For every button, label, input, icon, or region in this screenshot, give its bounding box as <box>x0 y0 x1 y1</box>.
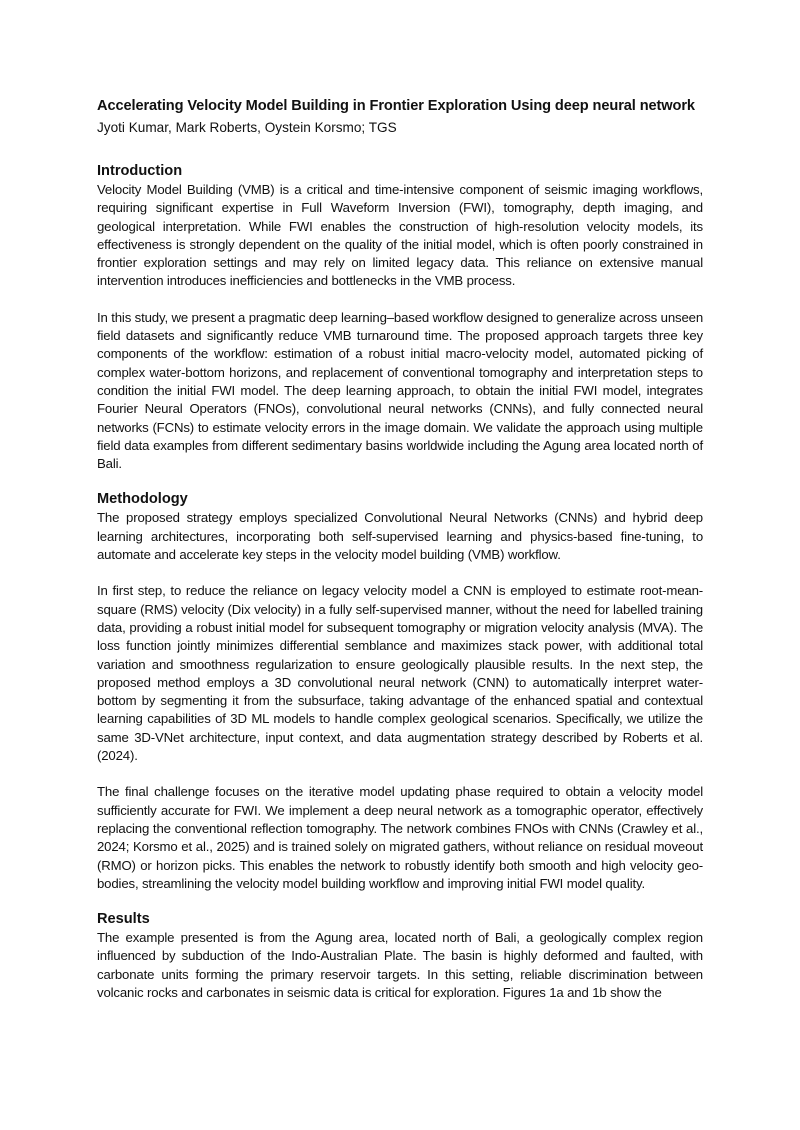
introduction-paragraph-2: In this study, we present a pragmatic deep learning–based workflow designed to generalize across unseen field datasets and significantly reduce VMB turnaround time. The proposed approach targets three key components of the workflow: estimation of a robust initial macro-velocity model, automated picking of complex water-bottom horizons, and replacement of conventional tomography and interpretation steps to condition the initial FWI model. The deep learning approach, to obtain the initial FWI model, integrates Fourier Neural Operators (FNOs), convolutional neural networks (CNNs), and fully connected neural networks (FCNs) to estimate velocity errors in the image domain. We validate the approach using multiple field data examples from different sedimentary basins worldwide including the Agung area located north of Bali. <box>97 309 703 472</box>
paper-title: Accelerating Velocity Model Building in Frontier Exploration Using deep neural network <box>97 98 695 114</box>
methodology-heading: Methodology <box>97 491 188 508</box>
introduction-section <box>97 161 703 473</box>
author-line: Jyoti Kumar, Mark Roberts, Oystein Korsmo; TGS <box>97 120 397 135</box>
methodology-section <box>97 489 703 893</box>
introduction-paragraph-1: Velocity Model Building (VMB) is a critical and time-intensive component of seismic imaging workflows, requiring significant expertise in Full Waveform Inversion (FWI), tomography, depth imaging, and geological interpretation. While FWI enables the construction of high-resolution velocity models, its effectiveness is strongly dependent on the quality of the initial model, which is often poorly constrained in frontier exploration settings and may rely on limited legacy data. This reliance on extensive manual intervention introduces inefficiencies and bottlenecks in the VMB process. <box>97 182 703 289</box>
methodology-paragraph-3: The final challenge focuses on the iterative model updating phase required to obtain a velocity model sufficiently accurate for FWI. We implement a deep neural network as a tomographic operator, effectively replacing the conventional reflection tomography. The network combines FNOs with CNNs (Crawley et al., 2024; Korsmo et al., 2025) and is trained solely on migrated gathers, without reliance on residual moveout (RMO) or horizon picks. This enables the network to robustly identify both smooth and high velocity geo-bodies, streamlining the velocity model building workflow and improving initial FWI model quality. <box>97 784 703 891</box>
results-heading: Results <box>97 911 150 928</box>
methodology-paragraph-1: The proposed strategy employs specialized Convolutional Neural Networks (CNNs) and hybrid deep learning architectures, incorporating both self-supervised learning and physics-based fine-tuning, to automate and accelerate key steps in the velocity model building (VMB) workflow. <box>97 510 703 563</box>
paper-page <box>97 96 703 1002</box>
methodology-paragraph-2: In first step, to reduce the reliance on legacy velocity model a CNN is employed to estimate root-mean-square (RMS) velocity (Dix velocity) in a fully self-supervised manner, without the need for labelled training data, providing a robust initial model for subsequent tomography or migration velocity analysis (MVA). The loss function jointly minimizes differential semblance and maximizes stack power, with additional total variation and smoothness regularization to ensure geologically plausible results. In the next step, the proposed method employs a 3D convolutional neural network (CNN) to automatically interpret water-bottom by segmenting it from the subsurface, taking advantage of the enhanced spatial and contextual learning capabilities of 3D ML models to handle complex geological scenarios. Specifically, we utilize the same 3D-VNet architecture, input context, and data augmentation strategy described by Roberts et al. (2024). <box>97 583 703 764</box>
results-section <box>97 909 703 1002</box>
introduction-heading: Introduction <box>97 163 183 179</box>
results-paragraph-1: The example presented is from the Agung area, located north of Bali, a geologically complex region influenced by subduction of the Indo-Australian Plate. The basin is highly deformed and faulted, with carbonate units forming the primary reservoir targets. In this setting, reliable discrimination between volcanic rocks and carbonates in seismic data is critical for exploration. Figures 1a and 1b show the <box>97 930 703 1000</box>
